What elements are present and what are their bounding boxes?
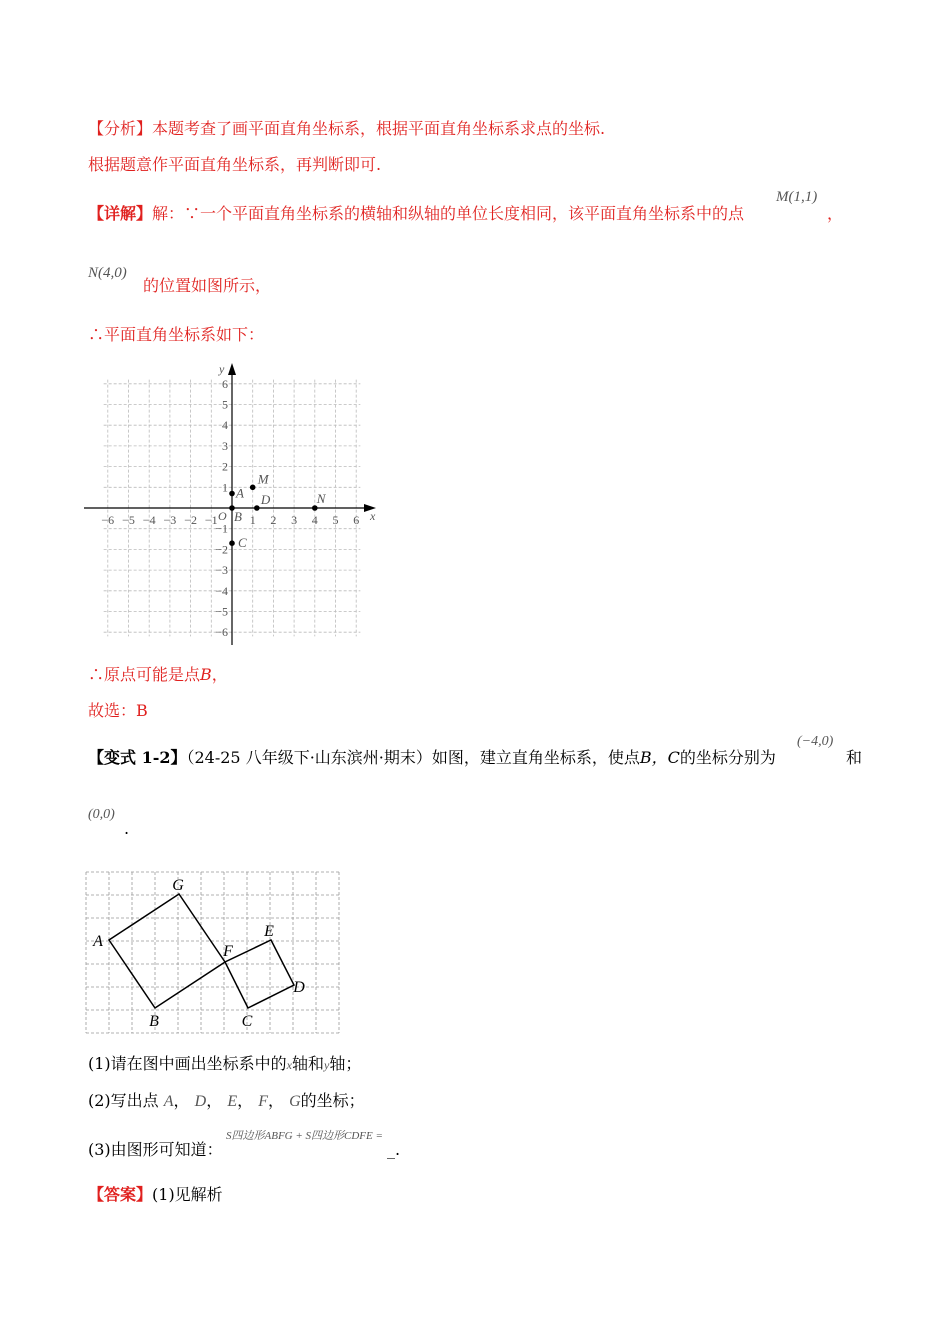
answer-line — [88, 1184, 223, 1206]
y-tick-label: −4 — [215, 583, 228, 598]
variant-period: . — [124, 819, 130, 838]
y-tick-label: 5 — [222, 397, 228, 412]
quadrilateral-figure — [82, 868, 344, 1036]
x-tick-label: 1 — [249, 513, 256, 527]
vertex-g-label: G — [172, 877, 184, 894]
detail-line-1 — [88, 203, 744, 225]
vertex-b-label: B — [149, 1013, 159, 1030]
q2-point-d: D — [194, 1093, 207, 1110]
variant-text: 的坐标分别为 — [679, 748, 776, 767]
y-tick-label: 1 — [222, 480, 228, 495]
y-tick-label: −3 — [215, 563, 228, 578]
x-tick-label: −5 — [122, 513, 135, 527]
analysis-text-2: 根据题意作平面直角坐标系，再判断即可. — [88, 155, 382, 174]
x-tick-label: 2 — [270, 513, 277, 527]
point-m-formula: M(1,1) — [776, 189, 818, 205]
q2-point-e: E — [227, 1093, 238, 1110]
q1-x: x — [286, 1058, 292, 1072]
origin-label: O — [218, 509, 227, 523]
point-n-label: N — [316, 491, 326, 506]
points — [229, 471, 327, 550]
x-tick-label: 4 — [311, 513, 318, 527]
q2-point-a: A — [163, 1093, 174, 1110]
vertex-a-label: A — [93, 933, 103, 950]
conclusion-point: B — [200, 665, 212, 684]
answer-text: (1)见解析 — [152, 1185, 223, 1204]
q2-point-f: F — [258, 1093, 268, 1110]
point-d-dot — [254, 505, 260, 511]
variant-line — [88, 747, 776, 769]
question-2 — [88, 1090, 365, 1113]
q2-text-b: 的坐标； — [300, 1091, 365, 1110]
conclusion-end: ， — [211, 665, 228, 684]
vertex-d-label: D — [293, 979, 305, 996]
detail-text: 解：∵一个平面直角坐标系的横轴和纵轴的单位长度相同，该平面直角坐标系中的点 — [152, 204, 745, 223]
point-m-label: M — [257, 471, 269, 487]
q2-point-g: G — [289, 1093, 301, 1110]
y-tick-label: −1 — [215, 521, 228, 536]
axes — [84, 363, 376, 645]
x-tick-label: −2 — [184, 513, 197, 527]
question-1 — [88, 1053, 361, 1076]
point-n-dot — [312, 505, 318, 511]
analysis-tag: 【分析】 — [88, 119, 153, 138]
coordinate-graph — [84, 363, 384, 648]
detail-comma: ， — [827, 204, 844, 223]
y-tick-label: 3 — [222, 438, 228, 453]
q3-formula: S四边形ABFG + S四边形CDFE = — [226, 1130, 383, 1142]
conclusion-text: ∴原点可能是点 — [88, 665, 201, 684]
point-m-dot — [250, 485, 256, 491]
q2-text-a: (2)写出点 — [88, 1091, 159, 1110]
vertex-e-label: E — [264, 923, 274, 940]
grid-2 — [86, 872, 339, 1033]
y-tick-label: −6 — [215, 625, 228, 640]
y-axis-label: y — [219, 363, 225, 376]
x-tick-label: −1 — [204, 513, 218, 527]
q1-text-c: 轴； — [329, 1054, 362, 1073]
quad-abfg — [109, 894, 225, 1008]
q3-text-a: (3)由图形可知道： — [88, 1140, 223, 1159]
variant-points: B，C — [639, 748, 680, 767]
x-tick-label: 5 — [332, 513, 339, 527]
x-tick-label: 3 — [291, 513, 298, 527]
variant-source: （24-25 八年级下·山东滨州·期末）如图，建立直角坐标系，使点 — [186, 748, 640, 767]
point-d-label: D — [260, 492, 271, 507]
x-tick-label: −6 — [101, 513, 115, 527]
q1-text-b: 轴和 — [292, 1054, 325, 1073]
q3-blank: _. — [387, 1140, 401, 1159]
y-tick-label: 2 — [222, 459, 228, 474]
y-tick-label: 4 — [222, 418, 228, 433]
quad-cdfe — [225, 940, 294, 1008]
q1-y: y — [324, 1058, 330, 1072]
coord-1-formula: (−4,0) — [797, 734, 834, 749]
choice-line: 故选：B — [88, 701, 148, 720]
analysis-line-1 — [88, 118, 605, 140]
x-tick-label: −3 — [163, 513, 177, 527]
point-a-label: A — [236, 485, 244, 501]
question-3 — [88, 1139, 223, 1161]
answer-tag: 【答案】 — [88, 1185, 153, 1204]
q2-sep-3: ， — [237, 1091, 254, 1110]
q2-sep-1: ， — [173, 1091, 190, 1110]
x-tick-label: 6 — [353, 513, 360, 527]
coord-2-formula: (0,0) — [88, 807, 115, 822]
y-tick-label: −2 — [215, 542, 228, 557]
point-b-label: B — [234, 509, 242, 524]
detail-tag: 【详解】 — [88, 204, 153, 223]
vertex-labels — [92, 877, 305, 1030]
y-tick-label: 6 — [222, 376, 228, 391]
conclusion-line — [88, 664, 228, 686]
point-c-dot — [229, 540, 235, 546]
x-tick-label: −4 — [142, 513, 156, 527]
detail-text-2: 的位置如图所示， — [143, 276, 272, 295]
q1-text-a: (1)请在图中画出坐标系中的 — [88, 1054, 287, 1073]
vertex-f-label: F — [223, 943, 233, 960]
x-axis-label: x — [370, 509, 376, 523]
point-c-label: C — [238, 535, 247, 551]
point-a-dot — [229, 491, 235, 497]
q2-sep-2: ， — [206, 1091, 223, 1110]
point-n-formula: N(4,0) — [88, 265, 127, 281]
variant-and: 和 — [846, 748, 863, 767]
therefore-line: ∴平面直角坐标系如下： — [88, 325, 265, 344]
y-tick-label: −5 — [215, 604, 228, 619]
vertex-c-label: C — [241, 1013, 253, 1030]
analysis-text-1: 本题考查了画平面直角坐标系，根据平面直角坐标系求点的坐标. — [152, 119, 606, 138]
y-axis-arrow — [228, 363, 236, 375]
q2-sep-4: ， — [268, 1091, 285, 1110]
variant-tag: 【变式 1-2】 — [88, 748, 187, 767]
